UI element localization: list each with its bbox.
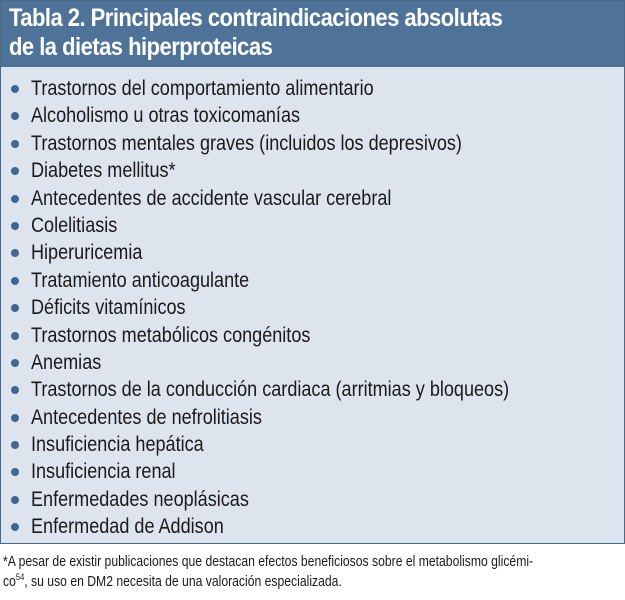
list-item-text: Trastornos mentales graves (incluidos los depresivos) [31,131,462,155]
footnote-line-2-end: , su uso en DM2 necesita de una valoración especializada. [24,574,342,590]
list-item-text: Hiperuricemia [31,241,143,265]
bullet-icon [11,332,19,340]
list-item-text: Trastornos metabólicos congénitos [31,323,311,347]
bullet-icon [11,222,19,230]
list-item-text: Trastornos del comportamiento alimentario [31,77,374,100]
bullet-icon [11,441,19,449]
bullet-icon [11,195,19,203]
bullet-icon [11,468,19,476]
list-item-text: Alcoholismo u otras toxicomanías [31,104,301,128]
list-item-text: Anemias [31,350,102,374]
table-title-line-1: Tabla 2. Principales contraindicaciones absolutas [9,4,503,32]
table-header [1,1,624,67]
list-item-text: Trastornos de la conducción cardiaca (arritmias y bloqueos) [31,378,510,402]
bullet-icon [11,386,19,394]
bullet-icon [11,140,19,148]
bullet-icon [11,414,19,422]
bullet-icon [11,496,19,504]
list-item-text: Colelitiasis [31,213,118,237]
list-item-text: Insuficiencia hepática [31,433,204,457]
list-item-text: Enfermedad de Addison [31,515,224,539]
bullet-icon [11,112,19,120]
table-title [9,4,548,62]
footnote-line-1: *A pesar de existir publicaciones que destacan efectos beneficiosos sobre el metabolismo glicémi- [3,554,534,570]
list-item-text: Antecedentes de nefrolitiasis [31,405,262,429]
bullet-icon [11,277,19,285]
footnote-line-2-start: co [3,574,16,590]
table-title-line-2: de la dietas hiperproteicas [9,33,273,61]
list-item-text: Diabetes mellitus* [31,159,176,183]
list-item-text: Antecedentes de accidente vascular cerebral [31,186,392,210]
list-item-text: Tratamiento anticoagulante [31,268,250,292]
list-item-text: Enfermedades neoplásicas [31,487,249,511]
table-footnote [3,552,616,592]
bullet-icon [11,359,19,367]
bullet-icon [11,85,19,93]
bullet-icon [11,304,19,312]
footnote-line-2 [3,572,616,592]
bullet-icon [11,167,19,175]
footnote-reference-superscript: 54 [15,572,25,583]
list-item-text: Déficits vitamínicos [31,296,186,320]
bullet-icon [11,249,19,257]
list-item-text: Insuficiencia renal [31,460,176,484]
bullet-icon [11,523,19,531]
